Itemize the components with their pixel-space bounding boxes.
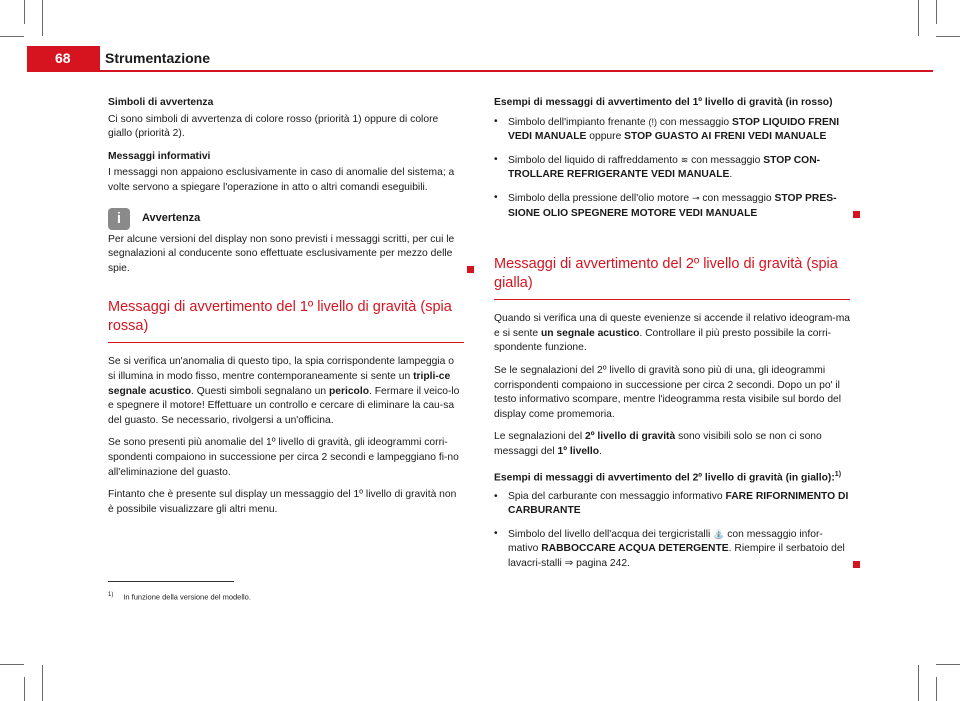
end-mark-icon (853, 561, 860, 568)
messaggi-heading: Messaggi informativi (108, 150, 211, 162)
text: oppure (586, 131, 625, 143)
message: STOP CON-TROLLARE REFRIGERANTE VEDI MANUALE (508, 154, 821, 181)
text: . Fermare il veico-lo e spegnere il motore! Effettuare un controllo e cercare di eliminare la cau-sa del guasto. Se necessario, rivolgersi a un'officina. (108, 385, 460, 426)
message: RABBOCCARE ACQUA DETERGENTE (541, 543, 729, 555)
right-column (494, 96, 850, 579)
level2-paragraph-1 (494, 312, 850, 356)
list-item: • Spia del carburante con messaggio informativo FARE RIFORNIMENTO DI CARBURANTE (494, 490, 849, 517)
note-header (108, 208, 464, 230)
oil-can-icon: ⊸ (691, 192, 700, 203)
message: STOP GUASTO AI FRENI VEDI MANUALE (624, 131, 827, 143)
text: con messaggio (656, 116, 732, 128)
crop-mark (24, 0, 25, 24)
emphasis: 1º livello (557, 445, 600, 457)
emphasis: tripli-ce segnale acustico (108, 370, 451, 397)
text: Esempi di messaggi di avvertimento del 2º livello di gravità (in giallo): (494, 471, 835, 483)
text: Simbolo del livello dell'acqua dei tergicristalli (508, 528, 714, 540)
info-person-icon: i (108, 208, 130, 230)
level2-paragraph-3 (494, 430, 850, 459)
left-column (108, 96, 464, 525)
level2-paragraph-2: Se le segnalazioni del 2º livello di gravità sono più di una, gli ideogrammi corrispondenti compaiono in successione per circa 2 secondi. Dopo un po' il testo informativo scompare, mentre l'ideogramma resta visibile sul bordo del display come promemoria. (494, 364, 842, 420)
text: Se si verifica un'anomalia di questo tipo, la spia corrispondente lampeggia o si illumina in modo fisso, mentre contemporaneamente si sente un (108, 356, 454, 382)
list-item: • Simbolo dell'impianto frenante (!) con messaggio STOP LIQUIDO FRENI VEDI MANUALE oppure STOP GUASTO AI FRENI VEDI MANUALE (494, 115, 840, 143)
text: . Riempire il serbatoio del lavacri-stalli ⇒ pagina 242. (508, 543, 845, 569)
note-title: Avvertenza (142, 212, 201, 225)
crop-mark (936, 0, 937, 24)
level1-paragraph-3: Fintanto che è presente sul display un messaggio del 1º livello di gravità non è possibile visualizzare gli altri menu. (108, 489, 457, 515)
crop-mark (0, 36, 24, 37)
washer-fluid-icon: ⛲ (713, 528, 725, 539)
text: sono visibili solo se non ci sono messaggi del (494, 431, 822, 457)
text: con messaggio (699, 192, 775, 204)
crop-mark (0, 664, 24, 665)
message: STOP PRES-SIONE OLIO SPEGNERE MOTORE VEDI MANUALE (508, 192, 837, 219)
emphasis: pericolo (328, 385, 369, 397)
footnote-rule (108, 581, 234, 582)
text: Spia del carburante con messaggio informativo (508, 490, 726, 502)
crop-mark (42, 0, 43, 36)
level1-heading: Messaggi di avvertimento del 1º livello di gravità (spia rossa) (108, 298, 464, 343)
emphasis: un segnale acustico (540, 327, 640, 339)
end-mark-icon (467, 266, 474, 273)
crop-mark (936, 677, 937, 701)
crop-mark (42, 665, 43, 701)
crop-mark (918, 0, 919, 36)
examples-yellow-heading (494, 468, 850, 486)
level2-heading: Messaggi di avvertimento del 2º livello di gravità (spia gialla) (494, 255, 850, 300)
text: Quando si verifica una di queste evenienze si accende il relativo ideogram-ma e si sente (494, 313, 851, 339)
note-text (108, 233, 464, 277)
text: Simbolo del liquido di raffreddamento (508, 154, 681, 166)
list-item: • Simbolo della pressione dell'olio motore ⊸ con messaggio STOP PRES-SIONE OLIO SPEGNERE MOTORE VEDI MANUALE (494, 191, 850, 221)
end-mark-icon (853, 211, 860, 218)
footnote-text: In funzione della versione del modello. (123, 592, 251, 602)
level1-paragraph-1 (108, 355, 464, 428)
text: . (729, 169, 733, 181)
page-header (27, 46, 933, 70)
text: Simbolo della pressione dell'olio motore (508, 192, 692, 204)
note-text-content: Per alcune versioni del display non sono previsti i messaggi scritti, per cui le segnalazioni al conducente sono effettuate esclusivamente per mezzo delle spie. (108, 233, 455, 274)
simboli-text: Ci sono simboli di avvertenza di colore rosso (priorità 1) oppure di colore giallo (priorità 2). (108, 113, 439, 140)
footnote-mark: 1) (108, 592, 114, 598)
coolant-icon: ≋ (680, 154, 689, 165)
examples-red-heading: Esempi di messaggi di avvertimento del 1º livello di gravità (in rosso) (494, 97, 833, 108)
page-number: 68 (27, 46, 100, 70)
brake-icon: (!) (648, 116, 657, 127)
text: Simbolo dell'impianto frenante (508, 116, 649, 128)
message: FARE RIFORNIMENTO DI CARBURANTE (508, 490, 849, 517)
list-item: • Simbolo del livello dell'acqua dei tergicristalli ⛲ con messaggio infor-mativo RABBOCCARE ACQUA DETERGENTE. Riempire il serbatoio del lavacri-stalli ⇒ pagina 242. (494, 527, 850, 572)
level1-paragraph-2: Se sono presenti più anomalie del 1º livello di gravità, gli ideogrammi corri-spondenti compaiono in successione per circa 2 secondi e lampeggiano fi-no all'eliminazione del guasto. (108, 437, 459, 478)
header-rule (27, 70, 933, 72)
crop-mark (936, 36, 960, 37)
crop-mark (936, 664, 960, 665)
emphasis: 2º livello di gravità (585, 431, 676, 443)
text: . Controllare il più presto possibile la corri-spondente funzione. (494, 327, 832, 354)
text: con messaggio (688, 154, 764, 166)
simboli-heading: Simboli di avvertenza (108, 97, 214, 108)
list-item: • Simbolo del liquido di raffreddamento ≋ con messaggio STOP CON-TROLLARE REFRIGERANTE VEDI MANUALE. (494, 153, 821, 181)
footnote-ref: 1) (834, 470, 842, 478)
footnote (108, 590, 251, 603)
section-title: Strumentazione (105, 50, 211, 66)
text: con messaggio infor-mativo (508, 528, 823, 555)
text: . Questi simboli segnalano un (190, 385, 329, 397)
text: . (599, 445, 602, 457)
text: Le segnalazioni del (494, 431, 586, 443)
crop-mark (24, 677, 25, 701)
message: STOP LIQUIDO FRENI VEDI MANUALE (508, 116, 840, 143)
crop-mark (918, 665, 919, 701)
messaggi-text: I messaggi non appaiono esclusivamente in caso di anomalie del sistema; a volte servono a spiegare l'operazione in atto o altri comandi eseguibili. (108, 167, 455, 193)
